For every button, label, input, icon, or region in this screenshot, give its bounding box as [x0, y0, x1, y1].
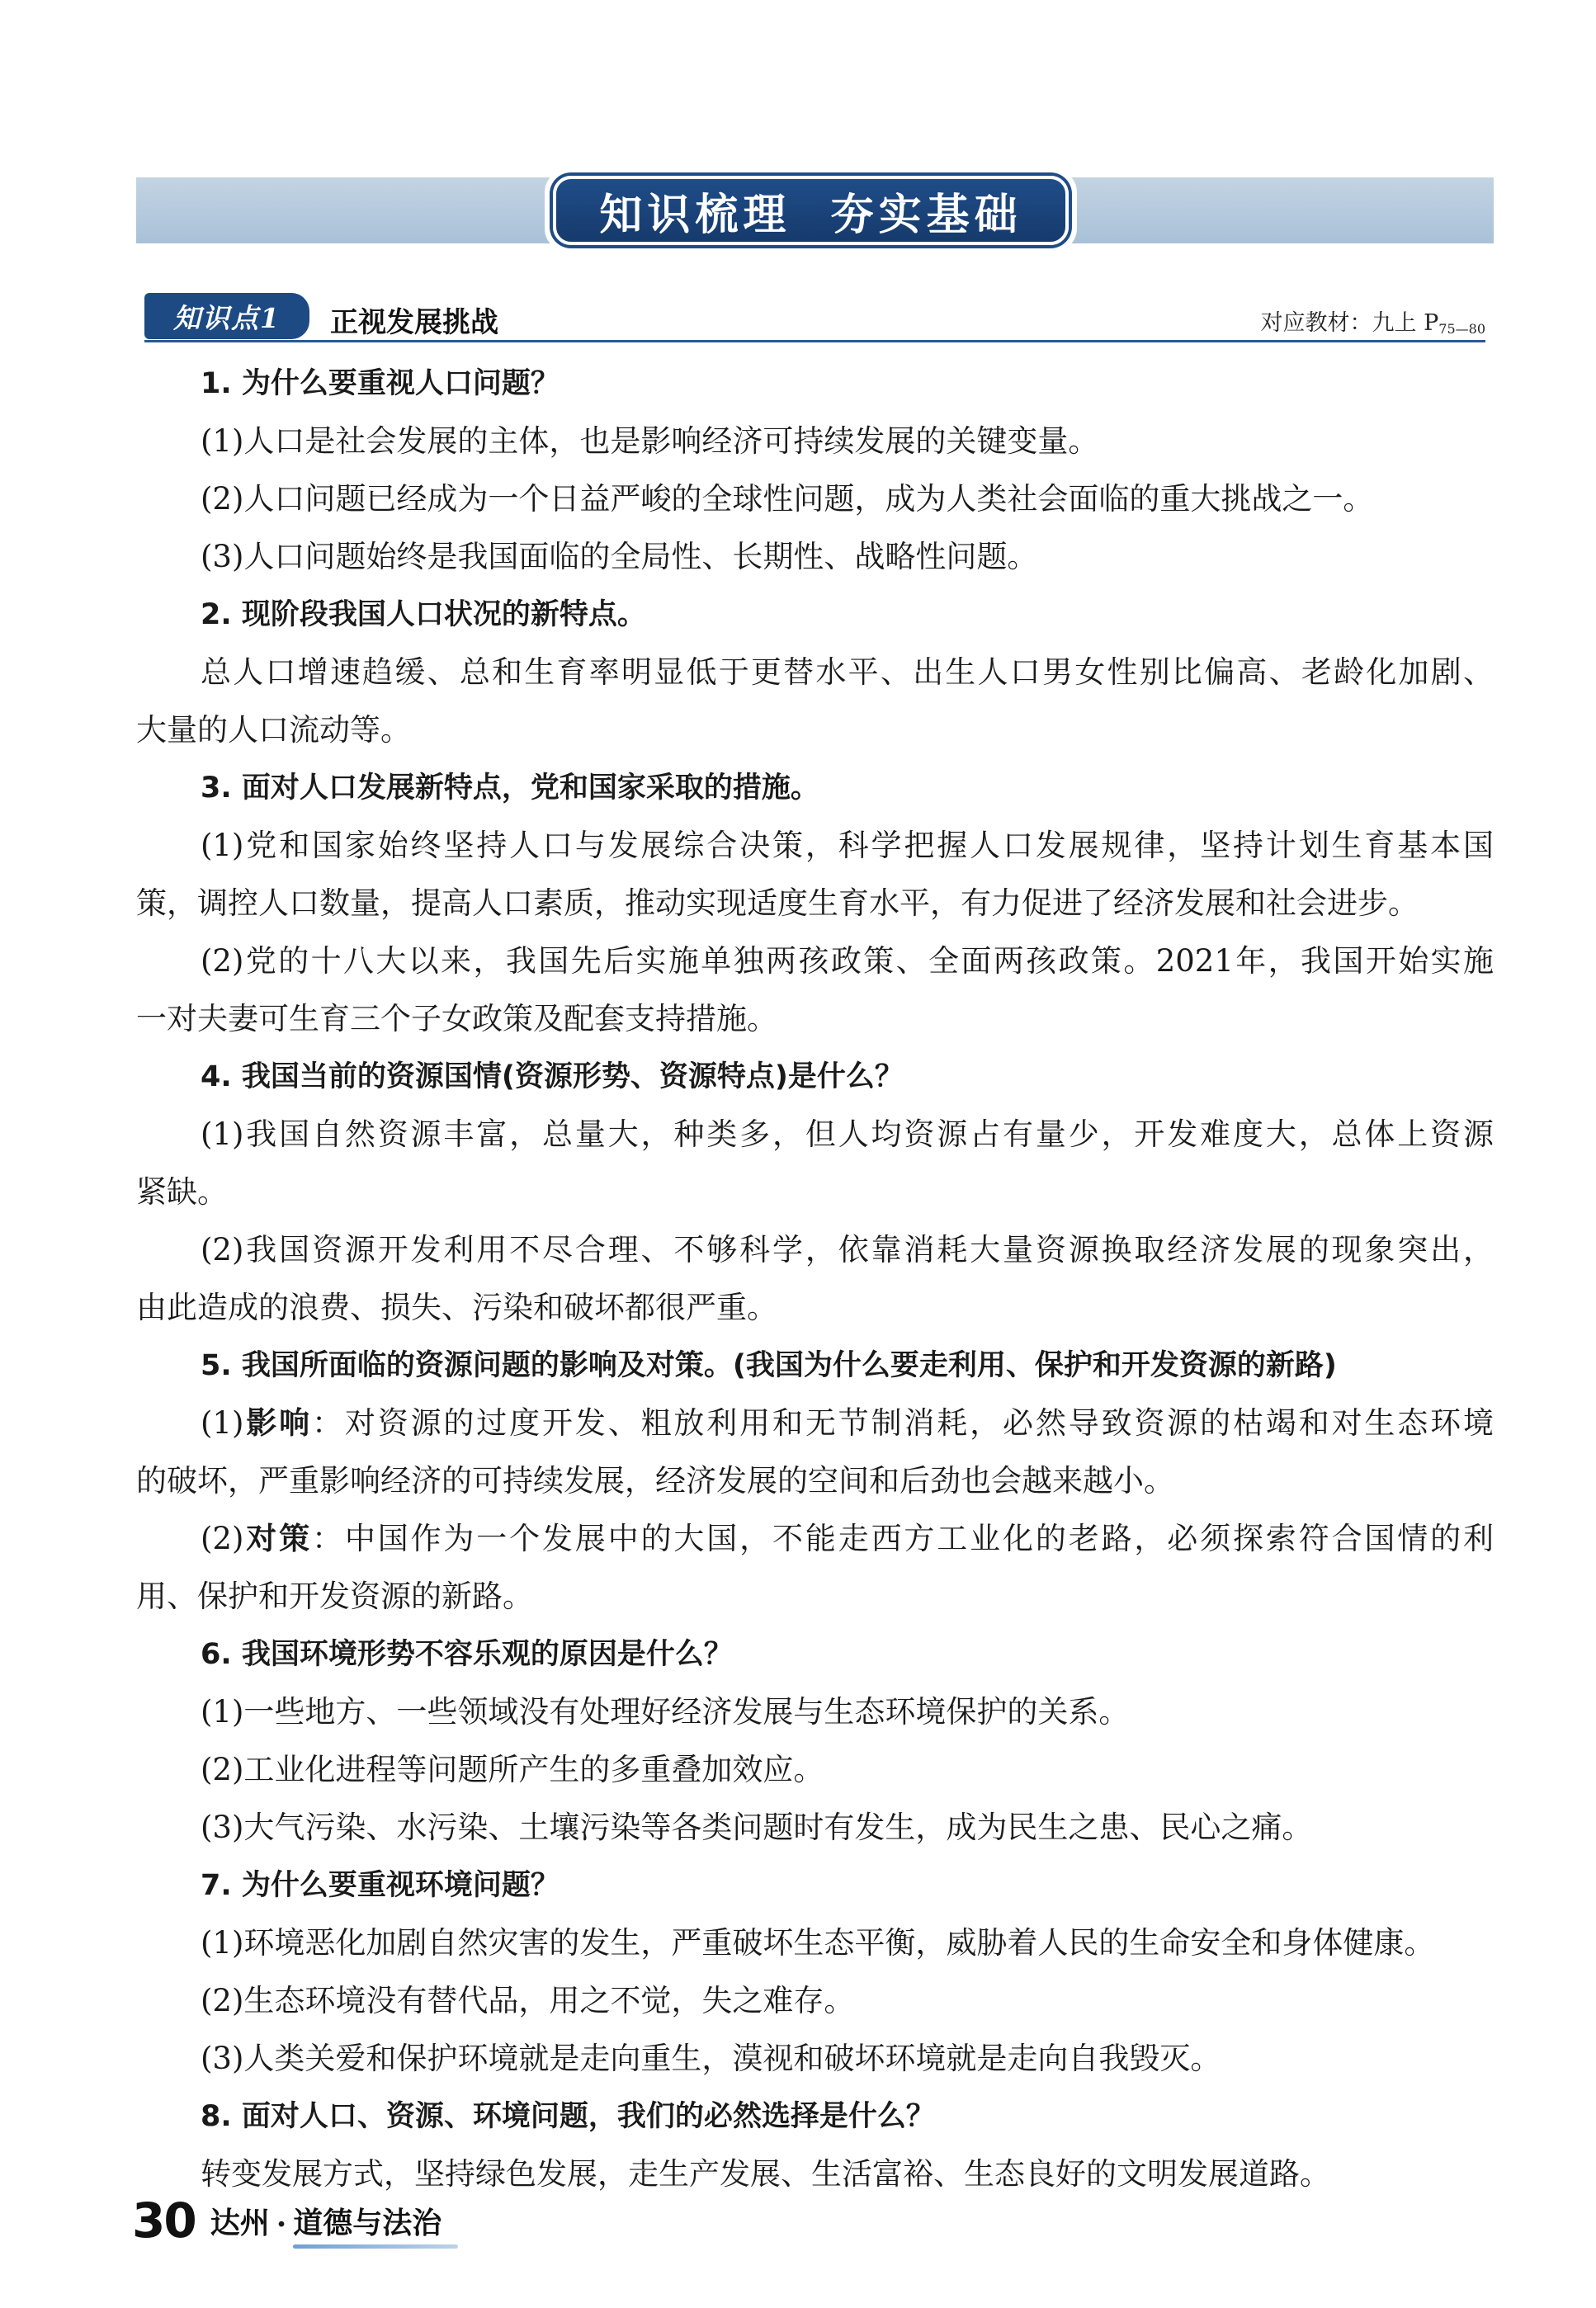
- text-line: [136, 1510, 1494, 1568]
- footer-underline: [293, 2244, 458, 2249]
- textbook-reference-text: 对应教材：九上 P: [1260, 310, 1439, 336]
- question-heading: 2. 现阶段我国人口状况的新特点。: [201, 598, 646, 631]
- item-prefix: (1): [201, 1405, 244, 1441]
- item-text: ：中国作为一个发展中的大国，不能走西方工业化的老路，必须探索符合国情的利: [312, 1521, 1494, 1556]
- knowledge-point-title: 正视发展挑战: [330, 306, 498, 339]
- page-number: 30: [132, 2192, 196, 2249]
- text-line: [136, 1395, 1494, 1452]
- footer-subject: [293, 2200, 441, 2242]
- content-body: [136, 355, 1494, 2203]
- question-heading: 4. 我国当前的资源国情(资源形势、资源特点)是什么？: [201, 1060, 904, 1093]
- text-line: (1)党和国家始终坚持人口与发展综合决策，科学把握人口发展规律，坚持计划生育基本国: [201, 828, 1494, 863]
- question-heading: 5. 我国所面临的资源问题的影响及对策。(我国为什么要走利用、保护和开发资源的新路): [201, 1349, 1337, 1382]
- knowledge-point-tag-text: 知识点1: [173, 301, 281, 334]
- section-banner: [136, 177, 1494, 243]
- item-label: 对策: [243, 1521, 312, 1556]
- banner-badge-inner: [553, 176, 1069, 245]
- textbook-reference: [1261, 304, 1485, 337]
- question-heading: 3. 面对人口发展新特点，党和国家采取的措施。: [201, 772, 819, 805]
- item-text: ：对资源的过度开发、粗放利用和无节制消耗，必然导致资源的枯竭和对生态环境: [312, 1405, 1494, 1441]
- footer-region: 达州: [210, 2207, 270, 2240]
- text-line: (2)人口问题已经成为一个日益严峻的全球性问题，成为人类社会面临的重大挑战之一。: [201, 481, 1374, 517]
- text-line: (2)生态环境没有替代品，用之不觉，失之难存。: [201, 1983, 855, 2018]
- textbook-reference-pages: 75—80: [1438, 321, 1485, 337]
- text-line: (2)我国资源开发利用不尽合理、不够科学，依靠消耗大量资源换取经济发展的现象突出，: [201, 1232, 1494, 1267]
- text-line: 策，调控人口数量，提高人口素质，推动实现适度生育水平，有力促进了经济发展和社会进步。: [136, 885, 1419, 921]
- knowledge-point-header: [144, 293, 1485, 342]
- page-footer: [132, 2183, 441, 2249]
- text-line: (1)一些地方、一些领域没有处理好经济发展与生态环境保护的关系。: [201, 1694, 1130, 1730]
- text-line: (2)党的十八大以来，我国先后实施单独两孩政策、全面两孩政策。2021年，我国开始实施: [201, 943, 1494, 979]
- text-line: (1)环境恶化加剧自然灾害的发生，严重破坏生态平衡，威胁着人民的生命安全和身体健康。: [201, 1925, 1435, 1961]
- knowledge-point-tag: [144, 293, 309, 339]
- question-heading: 8. 面对人口、资源、环境问题，我们的必然选择是什么？: [201, 2100, 935, 2133]
- text-line: (3)人类关爱和保护环境就是走向重生，漠视和破坏环境就是走向自我毁灭。: [201, 2041, 1221, 2076]
- text-line: (2)工业化进程等问题所产生的多重叠加效应。: [201, 1752, 824, 1787]
- item-prefix: (2): [201, 1521, 244, 1556]
- header-rule: [144, 340, 1485, 342]
- item-label: 影响: [243, 1405, 312, 1441]
- text-line: 一对夫妻可生育三个子女政策及配套支持措施。: [136, 1001, 777, 1036]
- text-line: 用、保护和开发资源的新路。: [136, 1579, 533, 1614]
- question-heading: 7. 为什么要重视环境问题？: [201, 1869, 560, 1902]
- footer-subject-text: 道德与法治: [293, 2207, 442, 2240]
- text-line: 转变发展方式，坚持绿色发展，走生产发展、生活富裕、生态良好的文明发展道路。: [201, 2156, 1330, 2192]
- text-line: 由此造成的浪费、损失、污染和破坏都很严重。: [136, 1290, 777, 1325]
- text-line: (1)我国自然资源丰富，总量大，种类多，但人均资源占有量少，开发难度大，总体上资源: [201, 1116, 1494, 1152]
- text-line: 的破坏，严重影响经济的可持续发展，经济发展的空间和后劲也会越来越小。: [136, 1463, 1174, 1499]
- text-line: 总人口增速趋缓、总和生育率明显低于更替水平、出生人口男女性别比偏高、老龄化加剧、: [201, 654, 1494, 690]
- question-heading: 6. 我国环境形势不容乐观的原因是什么？: [201, 1638, 733, 1671]
- text-line: 大量的人口流动等。: [136, 712, 411, 748]
- text-line: (1)人口是社会发展的主体，也是影响经济可持续发展的关键变量。: [201, 423, 1099, 459]
- text-line: 紧缺。: [136, 1174, 228, 1210]
- text-line: (3)人口问题始终是我国面临的全局性、长期性、战略性问题。: [201, 539, 1038, 574]
- banner-badge: [545, 169, 1077, 252]
- footer-separator: ·: [276, 2207, 287, 2242]
- banner-title: 知识梳理 夯实基础: [599, 190, 1022, 240]
- question-heading: 1. 为什么要重视人口问题？: [201, 367, 560, 400]
- text-line: (3)大气污染、水污染、土壤污染等各类问题时有发生，成为民生之患、民心之痛。: [201, 1810, 1313, 1845]
